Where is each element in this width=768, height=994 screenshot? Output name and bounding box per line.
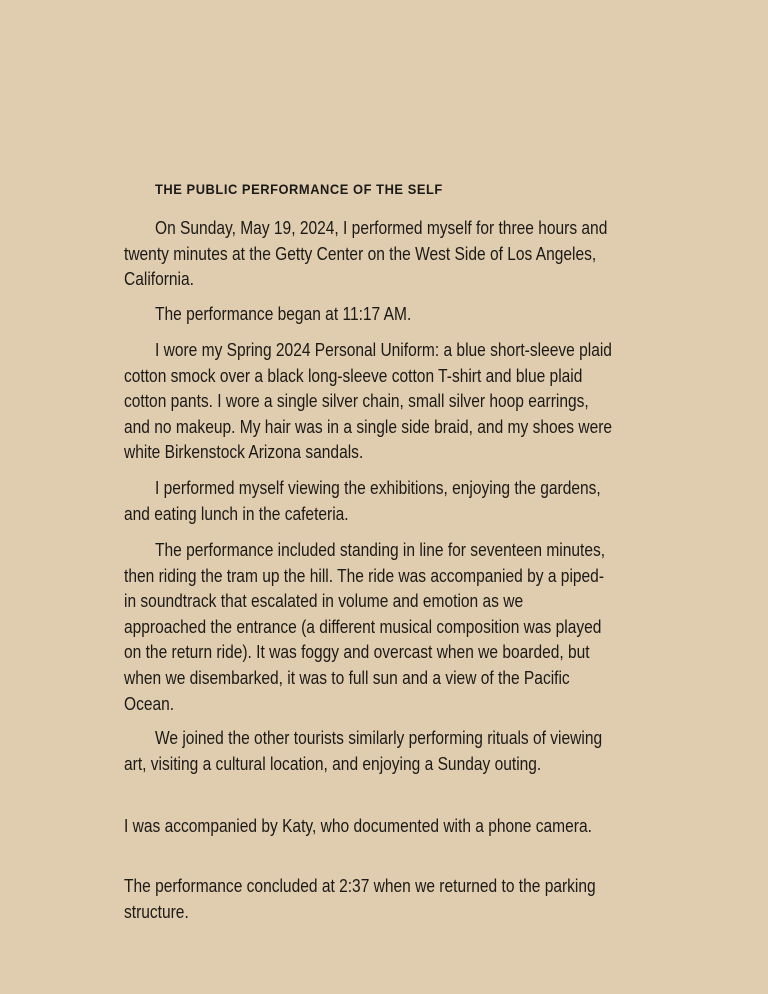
text-line: and eating lunch in the cafeteria.	[124, 502, 349, 524]
text-line: The performance began at 11:17 AM.	[155, 303, 412, 324]
text-line: approached the entrance (a different musical composition was played	[124, 615, 602, 637]
text-line: cotton pants. I wore a single silver chain, small silver hoop earrings,	[124, 390, 589, 412]
text-line: on the return ride). It was foggy and overcast when we boarded, but	[124, 641, 590, 663]
paragraph	[124, 215, 744, 292]
text-line: white Birkenstock Arizona sandals.	[124, 441, 364, 463]
paragraph	[124, 873, 744, 924]
text-line: I performed myself viewing the exhibitions, enjoying the gardens,	[155, 477, 601, 498]
text-line: in soundtrack that escalated in volume and emotion as we	[124, 590, 524, 612]
paragraph	[124, 475, 744, 526]
text-line: The performance concluded at 2:37 when we returned to the parking	[124, 875, 596, 896]
text-line: California.	[124, 268, 194, 290]
text-line: structure.	[124, 900, 189, 922]
text-line: when we disembarked, it was to full sun and a view of the Pacific	[124, 666, 570, 688]
text-line: Ocean.	[124, 692, 175, 714]
document-title: THE PUBLIC PERFORMANCE OF THE SELF	[155, 181, 443, 197]
paragraph	[124, 537, 744, 716]
text-line: and no makeup. My hair was in a single side braid, and my shoes were	[124, 415, 613, 437]
text-line: The performance included standing in line for seventeen minutes,	[155, 539, 606, 560]
text-line: We joined the other tourists similarly performing rituals of viewing	[155, 727, 603, 748]
text-line: I was accompanied by Katy, who documented with a phone camera.	[124, 815, 592, 836]
paragraph	[124, 301, 744, 327]
text-line: On Sunday, May 19, 2024, I performed myself for three hours and	[155, 217, 608, 238]
text-line: art, visiting a cultural location, and enjoying a Sunday outing.	[124, 752, 542, 774]
text-line: cotton smock over a black long-sleeve cotton T-shirt and blue plaid	[124, 364, 583, 386]
text-line: twenty minutes at the Getty Center on the West Side of Los Angeles,	[124, 242, 597, 264]
text-line: then riding the tram up the hill. The ride was accompanied by a piped-	[124, 564, 605, 586]
text-line: I wore my Spring 2024 Personal Uniform: a blue short-sleeve plaid	[155, 339, 612, 360]
paragraph	[124, 337, 744, 465]
paragraph	[124, 725, 744, 776]
paragraph	[124, 813, 744, 839]
